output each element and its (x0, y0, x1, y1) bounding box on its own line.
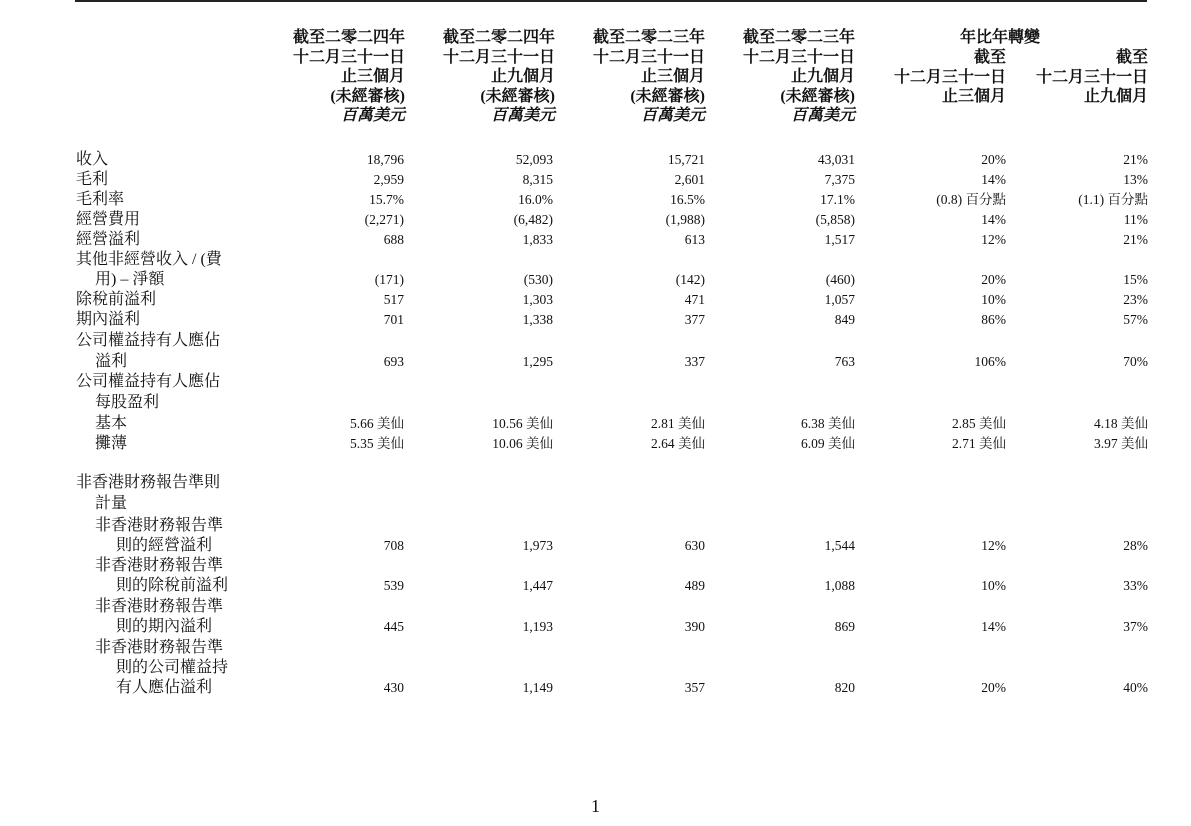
table-cell: 517 (383, 292, 404, 307)
table-cell: (460) (825, 272, 855, 287)
table-cell: 1,338 (522, 312, 553, 327)
table-row (0, 250, 1191, 271)
row-label: 經營溢利 (76, 231, 141, 248)
header-line: 止九個月 (1083, 88, 1148, 105)
table-cell: 630 (684, 538, 705, 553)
page-number: 1 (591, 796, 600, 816)
row-label: 毛利率 (76, 191, 125, 208)
table-cell: 52,093 (515, 152, 553, 167)
table-cell: 20% (981, 152, 1006, 167)
table-row (0, 473, 1191, 494)
header-line: 十二月三十一日 (442, 48, 555, 66)
row-label: 非香港財務報告準 (95, 639, 224, 656)
row-label: 則的經營溢利 (116, 537, 213, 554)
table-cell: 57% (1123, 312, 1148, 327)
column-header-9m-2023 (743, 28, 855, 126)
header-unit: 百萬美元 (790, 107, 855, 124)
table-cell: (1.1) 百分點 (1078, 192, 1148, 207)
table-row (0, 678, 1191, 699)
table-cell: (1,988) (665, 212, 705, 227)
header-unit: 百萬美元 (640, 107, 705, 124)
table-cell: (171) (374, 272, 404, 287)
table-cell: 1,193 (522, 619, 553, 634)
table-cell: 15% (1123, 272, 1148, 287)
table-cell: 849 (834, 312, 855, 327)
column-header-9m-2024 (443, 28, 555, 126)
table-cell: 12% (981, 538, 1006, 553)
header-line: (未經審核) (780, 87, 855, 105)
row-label: 其他非經營收入 / (費 (76, 251, 222, 268)
row-label: 攤薄 (95, 435, 128, 452)
table-row (0, 597, 1191, 618)
table-row (0, 372, 1191, 393)
table-cell: 14% (981, 619, 1006, 634)
yoy-change-title: 年比年轉變 (960, 29, 1041, 46)
table-row (0, 270, 1191, 291)
table-row (0, 310, 1191, 331)
row-label: 公司權益持有人應佔 (76, 332, 221, 349)
header-line: 止九個月 (490, 68, 555, 85)
table-cell: (5,858) (815, 212, 855, 227)
table-cell: 613 (684, 232, 705, 247)
table-cell: 701 (383, 312, 404, 327)
table-cell: 377 (684, 312, 705, 327)
header-line: 截至二零二四年 (292, 29, 405, 46)
table-row (0, 576, 1191, 597)
row-label: 毛利 (76, 171, 109, 188)
table-cell: 33% (1123, 578, 1148, 593)
table-cell: 18,796 (366, 152, 404, 167)
row-label: 計量 (95, 495, 128, 512)
table-cell: 10% (981, 292, 1006, 307)
table-cell: 10.06 美仙 (492, 436, 553, 451)
table-cell: 2,959 (373, 172, 404, 187)
header-unit: 百萬美元 (340, 107, 405, 124)
table-cell: 2.71 美仙 (952, 436, 1006, 451)
row-label: 期內溢利 (76, 311, 141, 328)
table-cell: 37% (1123, 619, 1148, 634)
row-label: 非香港財務報告準 (95, 557, 224, 574)
table-row (0, 556, 1191, 577)
table-row (0, 290, 1191, 311)
table-cell: 430 (383, 680, 404, 695)
table-cell: 43,031 (817, 152, 855, 167)
table-cell: 708 (383, 538, 404, 553)
table-cell: 23% (1123, 292, 1148, 307)
table-row (0, 536, 1191, 557)
table-cell: 337 (684, 354, 705, 369)
table-cell: (530) (523, 272, 553, 287)
table-row (0, 638, 1191, 659)
header-line: (未經審核) (480, 87, 555, 105)
table-cell: 1,447 (522, 578, 553, 593)
table-cell: 11% (1123, 212, 1148, 227)
table-cell: 2,601 (674, 172, 705, 187)
row-label: 基本 (95, 415, 128, 432)
header-line: 十二月三十一日 (1035, 68, 1148, 86)
header-line: 截至二零二三年 (592, 29, 705, 46)
table-cell: 489 (684, 578, 705, 593)
table-cell: 13% (1123, 172, 1148, 187)
table-cell: 869 (834, 619, 855, 634)
header-line: 截至 (1115, 49, 1148, 66)
header-line: 止三個月 (340, 68, 405, 85)
row-label: 則的期內溢利 (116, 618, 213, 635)
table-cell: 4.18 美仙 (1094, 416, 1148, 431)
table-cell: 5.35 美仙 (350, 436, 404, 451)
table-row (0, 414, 1191, 435)
table-cell: 15.7% (369, 192, 404, 207)
table-cell: 357 (684, 680, 705, 695)
row-label: 收入 (76, 151, 109, 168)
header-line: 截至二零二三年 (742, 29, 855, 46)
table-cell: 3.97 美仙 (1094, 436, 1148, 451)
table-row (0, 210, 1191, 231)
table-row (0, 230, 1191, 251)
table-cell: 70% (1123, 354, 1148, 369)
table-cell: 20% (981, 680, 1006, 695)
table-cell: 1,517 (824, 232, 855, 247)
table-cell: 1,833 (522, 232, 553, 247)
table-cell: 7,375 (824, 172, 855, 187)
table-row (0, 434, 1191, 455)
header-line: 止九個月 (790, 68, 855, 85)
table-cell: 693 (383, 354, 404, 369)
table-cell: (0.8) 百分點 (936, 192, 1006, 207)
table-cell: 2.64 美仙 (651, 436, 705, 451)
header-line: (未經審核) (630, 87, 705, 105)
table-cell: 10.56 美仙 (492, 416, 553, 431)
table-cell: 40% (1123, 680, 1148, 695)
table-cell: 28% (1123, 538, 1148, 553)
table-cell: 6.38 美仙 (801, 416, 855, 431)
header-line: 十二月三十一日 (592, 48, 705, 66)
table-row (0, 190, 1191, 211)
row-label: 經營費用 (76, 211, 141, 228)
column-header-q3-2024 (293, 28, 405, 126)
table-row (0, 331, 1191, 352)
table-row (0, 494, 1191, 515)
table-cell: 1,973 (522, 538, 553, 553)
table-cell: 14% (981, 212, 1006, 227)
table-cell: 2.81 美仙 (651, 416, 705, 431)
header-unit: 百萬美元 (490, 107, 555, 124)
header-line: 十二月三十一日 (292, 48, 405, 66)
table-cell: 8,315 (522, 172, 553, 187)
table-row (0, 150, 1191, 171)
table-cell: 21% (1123, 152, 1148, 167)
table-cell: 445 (383, 619, 404, 634)
table-cell: 1,295 (522, 354, 553, 369)
table-cell: 1,057 (824, 292, 855, 307)
table-cell: (142) (675, 272, 705, 287)
table-cell: 763 (834, 354, 855, 369)
table-cell: 20% (981, 272, 1006, 287)
top-rule (75, 0, 1147, 2)
row-label: 非香港財務報告準 (95, 598, 224, 615)
header-line: 截至 (973, 49, 1006, 66)
column-header-yoy-9m (1036, 48, 1148, 107)
table-row (0, 352, 1191, 373)
row-label: 溢利 (95, 353, 128, 370)
header-line: 止三個月 (640, 68, 705, 85)
header-line: 十二月三十一日 (893, 68, 1006, 86)
row-label: 非香港財務報告準 (95, 517, 224, 534)
table-row (0, 170, 1191, 191)
row-label: 則的公司權益持 (116, 659, 229, 676)
table-cell: 21% (1123, 232, 1148, 247)
table-cell: 16.0% (518, 192, 553, 207)
column-header-yoy-3m (894, 48, 1006, 107)
header-line: 截至二零二四年 (442, 29, 555, 46)
header-line: 十二月三十一日 (742, 48, 855, 66)
table-cell: (6,482) (513, 212, 553, 227)
table-cell: 106% (974, 354, 1006, 369)
table-cell: 15,721 (667, 152, 705, 167)
table-cell: 1,303 (522, 292, 553, 307)
table-cell: 14% (981, 172, 1006, 187)
table-cell: 12% (981, 232, 1006, 247)
header-line: (未經審核) (330, 87, 405, 105)
column-header-q3-2023 (593, 28, 705, 126)
table-cell: 17.1% (820, 192, 855, 207)
table-row (0, 658, 1191, 679)
row-label: 非香港財務報告準則 (76, 474, 221, 491)
table-cell: 1,544 (824, 538, 855, 553)
row-label: 公司權益持有人應佔 (76, 373, 221, 390)
table-cell: 820 (834, 680, 855, 695)
table-cell: 1,088 (824, 578, 855, 593)
table-row (0, 516, 1191, 537)
table-row (0, 617, 1191, 638)
table-cell: 10% (981, 578, 1006, 593)
table-cell: 539 (383, 578, 404, 593)
row-label: 除稅前溢利 (76, 291, 157, 308)
table-cell: (2,271) (364, 212, 404, 227)
table-cell: 2.85 美仙 (952, 416, 1006, 431)
table-cell: 5.66 美仙 (350, 416, 404, 431)
row-label: 則的除稅前溢利 (116, 577, 229, 594)
table-cell: 16.5% (670, 192, 705, 207)
table-cell: 688 (383, 232, 404, 247)
table-cell: 471 (684, 292, 705, 307)
row-label: 用) – 淨額 (95, 271, 165, 288)
table-cell: 1,149 (522, 680, 553, 695)
header-line: 止三個月 (941, 88, 1006, 105)
row-label: 每股盈利 (95, 394, 160, 411)
table-cell: 6.09 美仙 (801, 436, 855, 451)
row-label: 有人應佔溢利 (116, 679, 213, 696)
table-row (0, 393, 1191, 414)
table-cell: 86% (981, 312, 1006, 327)
table-cell: 390 (684, 619, 705, 634)
